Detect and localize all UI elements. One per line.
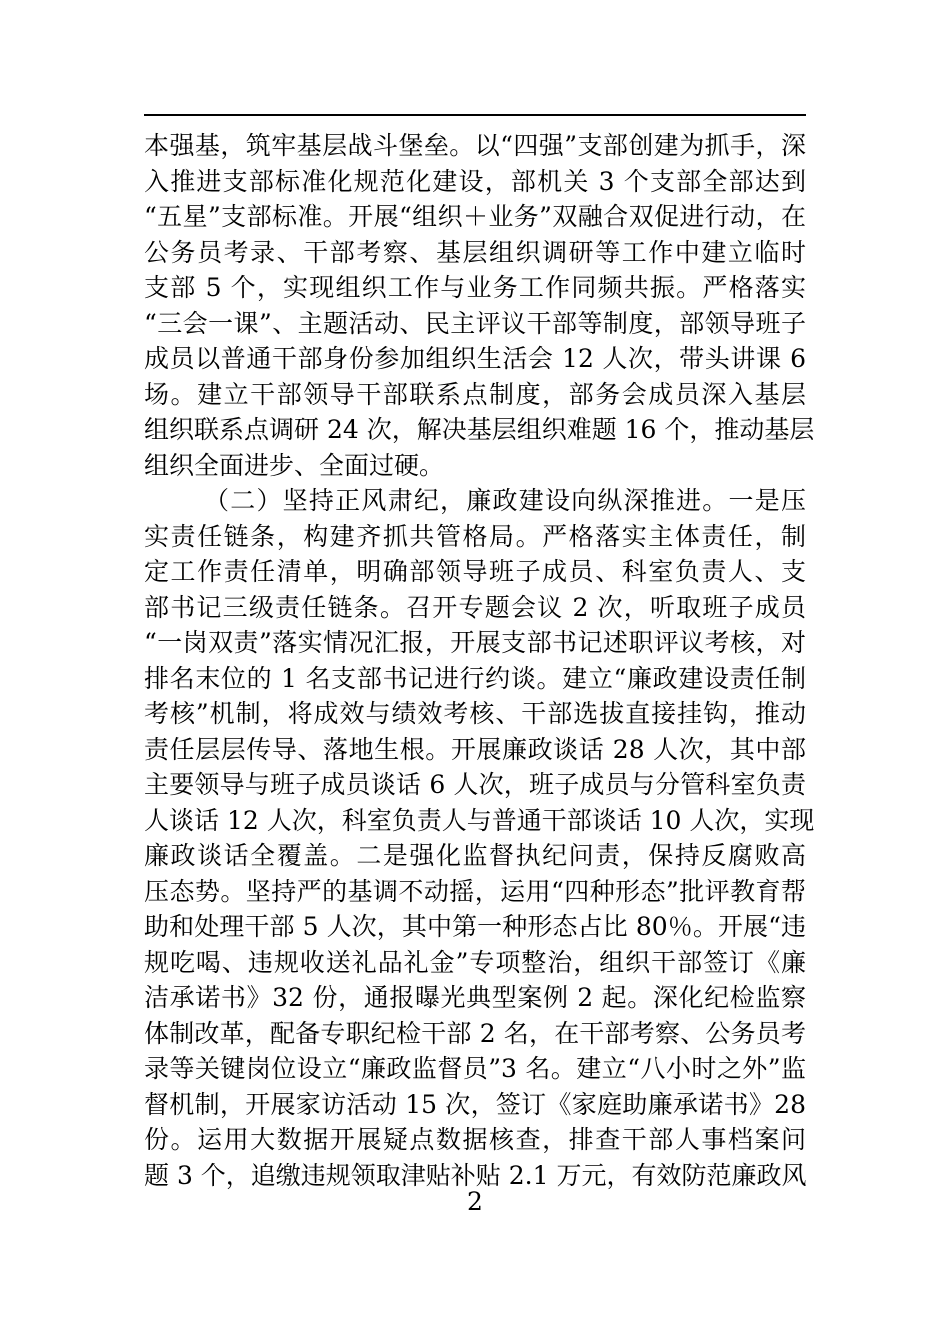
text-line: “五星”支部标准。开展“组织＋业务”双融合双促进行动，在	[144, 202, 806, 231]
text-line: 场。建立干部领导干部联系点制度，部务会成员深入基层	[144, 380, 806, 409]
text-line: 公务员考录、干部考察、基层组织调研等工作中建立临时	[144, 238, 806, 267]
text-line: 本强基，筑牢基层战斗堡垒。以“四强”支部创建为抓手，深	[144, 131, 806, 160]
text-line: 人谈话 12 人次，科室负责人与普通干部谈话 10 人次，实现	[144, 806, 815, 835]
text-line: 组织联系点调研 24 次，解决基层组织难题 16 个，推动基层	[144, 415, 815, 444]
text-line: “三会一课”、主题活动、民主评议干部等制度，部领导班子	[144, 309, 806, 338]
header-rule	[144, 114, 806, 116]
text-line: 主要领导与班子成员谈话 6 人次，班子成员与分管科室负责	[144, 770, 806, 799]
text-line: 支部 5 个，实现组织工作与业务工作同频共振。严格落实	[144, 273, 806, 302]
text-line: 组织全面进步、全面过硬。	[144, 451, 445, 480]
text-line: “一岗双责”落实情况汇报，开展支部书记述职评议考核，对	[144, 628, 806, 657]
text-line: 定工作责任清单，明确部领导班子成员、科室负责人、支	[144, 557, 806, 586]
text-line: 题 3 个，追缴违规领取津贴补贴 2.1 万元，有效防范廉政风	[144, 1161, 807, 1190]
text-line: （二）坚持正风肃纪，廉政建设向纵深推进。一是压	[204, 486, 806, 515]
text-line: 份。运用大数据开展疑点数据核查，排查干部人事档案问	[144, 1125, 806, 1154]
text-line: 助和处理干部 5 人次，其中第一种形态占比 80％。开展“违	[144, 912, 806, 941]
text-line: 规吃喝、违规收送礼品礼金”专项整治，组织干部签订《廉	[144, 948, 806, 977]
text-line: 体制改革，配备专职纪检干部 2 名，在干部考察、公务员考	[144, 1019, 806, 1048]
text-line: 录等关键岗位设立“廉政监督员”3 名。建立“八小时之外”监	[144, 1054, 806, 1083]
page-number: 2	[467, 1187, 483, 1216]
text-line: 压态势。坚持严的基调不动摇，运用“四种形态”批评教育帮	[144, 877, 806, 906]
text-line: 考核”机制，将成效与绩效考核、干部选拔直接挂钩，推动	[144, 699, 806, 728]
text-line: 洁承诺书》32 份，通报曝光典型案例 2 起。深化纪检监察	[144, 983, 806, 1012]
text-line: 责任层层传导、落地生根。开展廉政谈话 28 人次，其中部	[144, 735, 806, 764]
text-line: 督机制，开展家访活动 15 次，签订《家庭助廉承诺书》28	[144, 1090, 806, 1119]
text-line: 成员以普通干部身份参加组织生活会 12 人次，带头讲课 6	[144, 344, 806, 373]
text-line: 实责任链条，构建齐抓共管格局。严格落实主体责任，制	[144, 522, 806, 551]
text-line: 排名末位的 1 名支部书记进行约谈。建立“廉政建设责任制	[144, 664, 806, 693]
text-line: 廉政谈话全覆盖。二是强化监督执纪问责，保持反腐败高	[144, 841, 806, 870]
text-line: 部书记三级责任链条。召开专题会议 2 次，听取班子成员	[144, 593, 806, 622]
text-line: 入推进支部标准化规范化建设，部机关 3 个支部全部达到	[144, 167, 806, 196]
